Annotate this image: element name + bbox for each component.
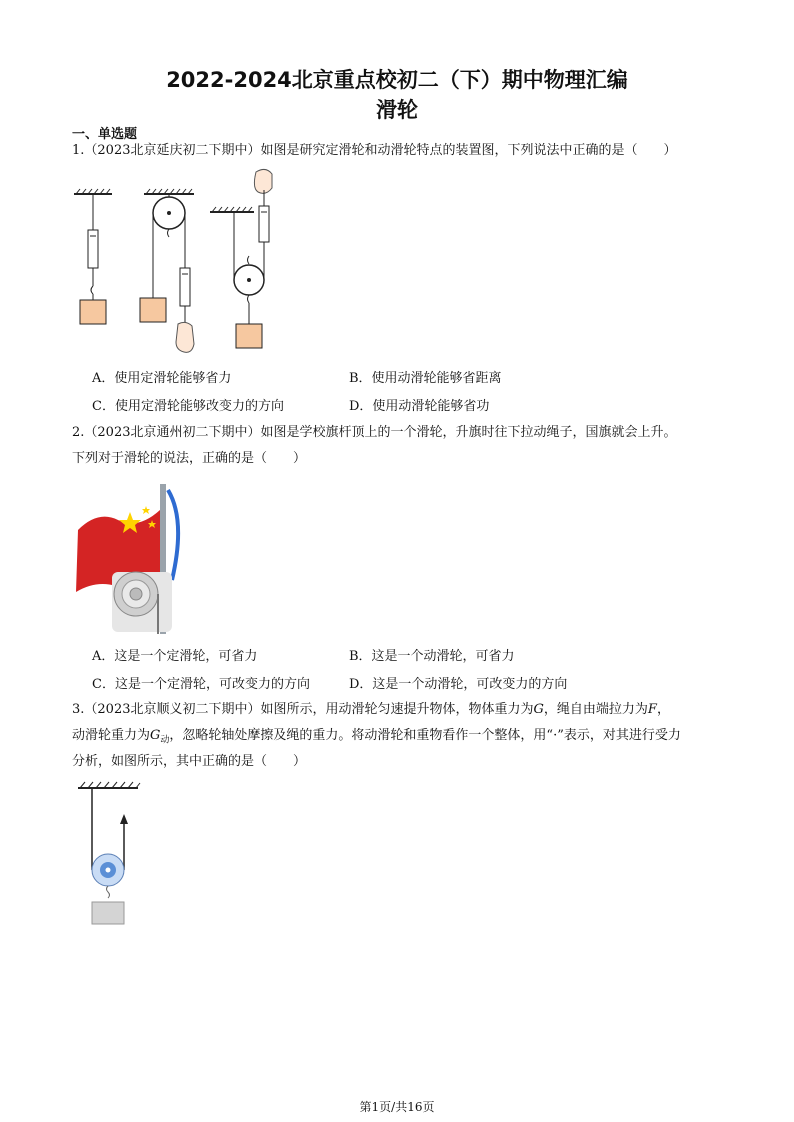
page-subtitle: 滑轮 (376, 98, 418, 122)
weight-block-1 (80, 300, 106, 324)
q2-option-d: D．这是一个动滑轮，可改变力的方向 (349, 677, 568, 692)
hand-2 (176, 322, 194, 352)
question-2-stem-line1: 2.（2023北京通州初二下期中）如图是学校旗杆顶上的一个滑轮，升旗时往下拉动绳子，国旗就会上升。 (72, 425, 677, 440)
weight-block-3 (236, 324, 262, 348)
page-title: 2022-2024北京重点校初二（下）期中物理汇编 (166, 68, 628, 92)
spring-scale-3 (259, 206, 269, 242)
q1-option-a: A．使用定滑轮能够省力 (92, 371, 232, 386)
q1-option-b: B．使用动滑轮能够省距离 (349, 371, 502, 386)
q2-option-b: B．这是一个动滑轮，可省力 (349, 649, 515, 664)
hand-3 (254, 169, 272, 193)
weight-block-q3 (92, 902, 124, 924)
question-3-stem-line3: 分析，如图所示，其中正确的是（ ） (72, 754, 307, 769)
question-3-stem-line1: 3.（2023北京顺义初二下期中）如图所示，用动滑轮匀速提升物体，物体重力为G，绳自由端拉力为F， (72, 702, 670, 717)
question-1-stem: 1.（2023北京延庆初二下期中）如图是研究定滑轮和动滑轮特点的装置图，下列说法中正确的是（ ） (72, 143, 677, 158)
page-footer: 第1页/共16页 (359, 1100, 435, 1114)
q1-option-c: C．使用定滑轮能够改变力的方向 (92, 399, 284, 414)
q1-option-d: D．使用动滑轮能够省功 (349, 399, 490, 414)
blue-rope (168, 490, 178, 580)
question-1-figure (70, 168, 310, 358)
q2-option-a: A．这是一个定滑轮，可省力 (92, 649, 258, 664)
ceiling-hatch-2 (144, 189, 194, 194)
section-heading: 一、单选题 (72, 127, 138, 142)
question-3-stem-line2: 动滑轮重力为$G_动$，忽略轮轴处摩擦及绳的重力。将动滑轮和重物看作一个整体，用“·”表示，对其进行受力 (72, 728, 681, 746)
ceiling-hatch-1 (74, 189, 112, 194)
weight-block-2 (140, 298, 166, 322)
ceiling-hatch-3 (210, 207, 254, 212)
question-2-figure (72, 480, 184, 635)
question-3-figure (72, 780, 144, 930)
question-2-stem-line2: 下列对于滑轮的说法，正确的是（ ） (72, 451, 307, 466)
arrow-up-icon (120, 814, 128, 824)
q2-option-c: C．这是一个定滑轮，可改变力的方向 (92, 677, 310, 692)
